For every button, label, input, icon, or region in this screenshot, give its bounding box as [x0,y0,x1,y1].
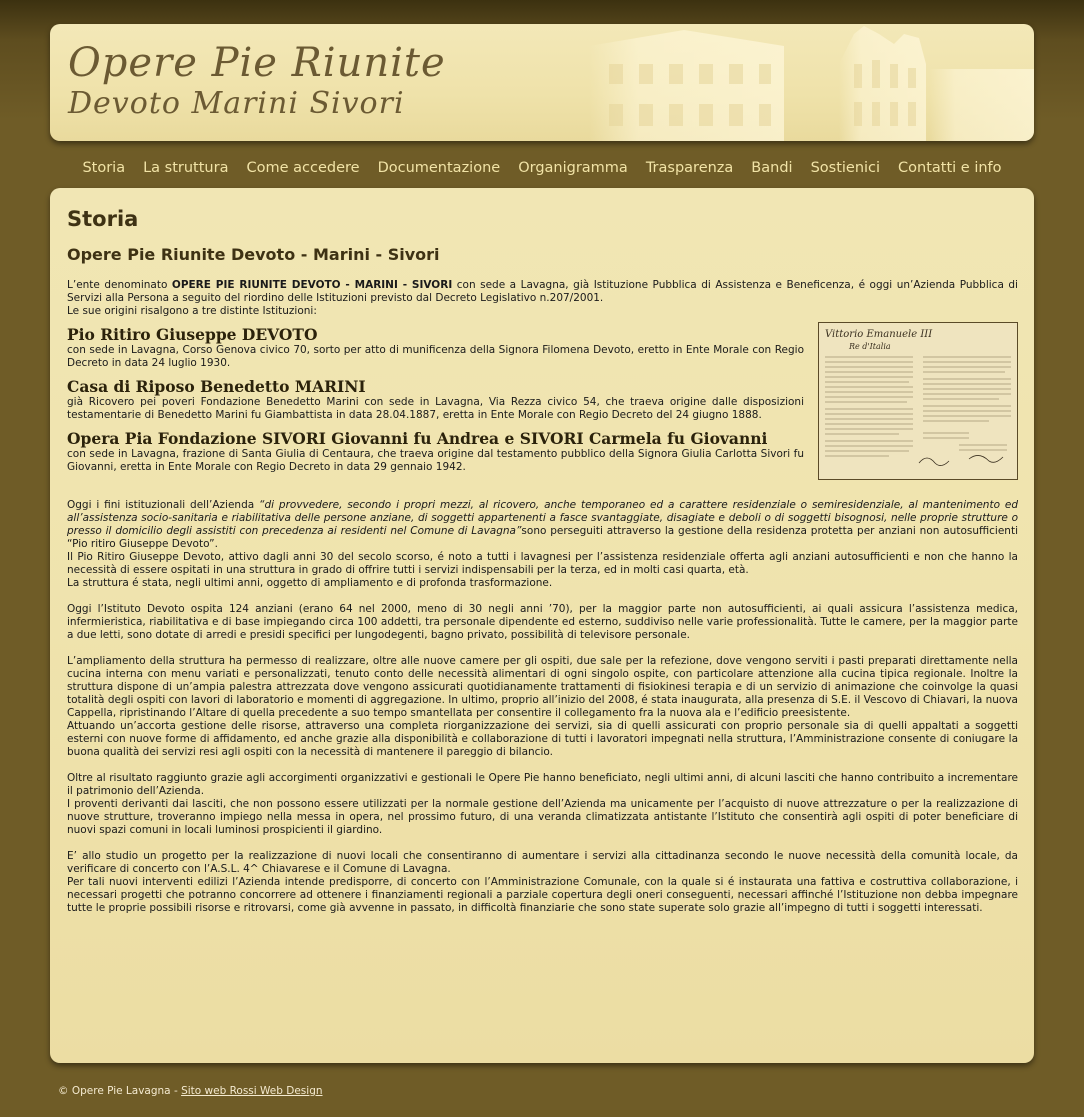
nav-documentazione[interactable]: Documentazione [377,160,501,176]
ospiti-paragraph: Oggi l’Istituto Devoto ospita 124 anziani (erano 64 nel 2000, meno di 30 negli anni ’70), per la maggior parte non autosufficienti, ai quali assicura l’assistenza medica, infermieristica, riabilitativa e di base impiegando circa 100 addetti, tra personale dipendente ed esterno, suddiviso nelle varie professionalità. Tutte le camere, per la maggior parte a due letti, sono dotate di arredi e presidi specifici per lungodegenti, bagno privato, possibilità di televisore personale. [67,603,1018,642]
credits-link[interactable]: Sito web Rossi Web Design [181,1085,323,1097]
nav-storia[interactable]: Storia [82,160,126,176]
ampliamento-paragraph: L’ampliamento della struttura ha permesso di realizzare, oltre alle nuove camere per gli ospiti, due sale per la refezione, dove vengono serviti i pasti preparati direttamente nella cucina interna con menu variati e personalizzati, tenuto conto delle necessità alimentari di ogni singolo ospite, con particolare attenzione alla cucina tipica regionale. Inoltre la struttura dispone di un’ampia palestra attrezzata dove vengono assicurati quotidianamente trattamenti di fisiokinesi terapia e di un servizio di animazione che coinvolge la quasi totalità degli ospiti con lavori di laboratorio e momenti di aggregazione. In ultimo, proprio all’inizio del 2008, é stata inaugurata, alla presenza di S.E. il Vescovo di Chiavari, la nuova Cappella, ripristinando l’Altare di quella precedente a suo tempo smantellata per consentire il collegamento fra la nuova ala e l’edificio preesistente. Attuando un’accorta gestione delle risorse, attraverso una completa riorganizzazione dei servizi, sia di quelli assicurati con proprio personale sia di quelli appaltati a soggetti esterni con nuove forme di affidamento, ed anche grazie alla disponibilità e collaborazione di tutti i lavoratori impegnati nella struttura, l’Amministrazione consente di coniugare la buona qualità dei servizi resi agli ospiti con la necessità di mantenere il pareggio di bilancio. [67,655,1018,759]
institution-name: Casa di Riposo Benedetto MARINI [67,376,366,396]
decree-document-drawing [819,323,1017,479]
institution-name: Opera Pia Fondazione SIVORI Giovanni fu Andrea e SIVORI Carmela fu Giovanni [67,428,768,448]
site-footer [58,1085,323,1097]
lasciti-paragraph: Oltre al risultato raggiunto grazie agli accorgimenti organizzativi e gestionali le Opere Pie hanno beneficiato, negli ultimi anni, di alcuni lasciti che hanno contribuito a incrementare il patrimonio dell’Azienda. I proventi derivanti dai lasciti, che non possono essere utilizzati per la normale gestione dell’Azienda ma unicamente per l’acquisto di nuove attrezzature o per la realizzazione di nuove strutture, troveranno impiego nella messa in opera, nel prossimo futuro, di una veranda climatizzata antistante l’Istituto che consentirà agli ospiti di poter beneficiare di nuovi spazi comuni in locali luminosi prospicienti il giardino. [67,772,1018,837]
main-nav [0,160,1084,176]
intro-paragraph: L’ente denominato OPERE PIE RIUNITE DEVOTO - MARINI - SIVORI con sede a Lavagna, già Istituzione Pubblica di Assistenza e Beneficenza, é oggi un’Azienda Pubblica di Servizi alla Persona a seguito del riordino delle Istituzioni previsto dal Decreto Legislativo n.207/2001. Le sue origini risalgono a tre distinte Istituzioni: [67,279,1018,318]
villa-illustration [534,24,1034,141]
main-content [50,188,1034,1063]
document-subheading: Re d'Italia [849,342,891,352]
page-title: Storia [67,207,139,231]
progetti-paragraph: E’ allo studio un progetto per la realizzazione di nuovi locali che consentiranno di aumentare i servizi alla cittadinanza secondo le nuove necessità della comunità locale, da verificare di concerto con l’A.S.L. 4^ Chiavarese e il Comune di Lavagna. Per tali nuovi interventi edilizi l’Azienda intende predisporre, di concerto con l’Amministrazione Comunale, con la quale si é instaurata una fattiva e costruttiva collaborazione, i necessari progetti che potranno concorrere ad ottenere i finanziamenti regionali a parziale copertura degli oneri conseguenti, necessari affinché l’Istituzione non debba impegnare tutte le proprie possibili risorse e ritrovarsi, come già avvenne in passato, in difficoltà finanziarie che sono state superate solo grazie all’impegno di tutti i soggetti interessati. [67,850,1018,915]
copyright-text: © Opere Pie Lavagna - [58,1085,182,1097]
nav-bandi[interactable]: Bandi [751,160,793,176]
site-header [50,24,1034,141]
historic-document-image [818,322,1018,480]
institution-text: con sede in Lavagna, frazione di Santa Giulia di Centaura, che traeva origine dal testamento pubblico della Signora Giulia Carlotta Sivori fu Giovanni, eretta in Ente Morale con Regio Decreto in data 29 gennaio 1942. [67,447,804,473]
institution-text: già Ricovero pei poveri Fondazione Benedetto Marini con sede in Lavagna, Via Rezza civico 54, che traeva origine dalle disposizioni testamentarie di Benedetto Marini fu Giambattista in data 28.04.1887, eretta in Ente Morale con Regio Decreto del 24 giugno 1888. [67,395,804,421]
logo-title[interactable]: Opere Pie Riunite [68,40,446,86]
nav-contatti[interactable]: Contatti e info [898,160,1002,176]
page-subtitle: Opere Pie Riunite Devoto - Marini - Sivori [67,245,440,265]
document-heading: Vittorio Emanuele III [825,329,933,341]
nav-organigramma[interactable]: Organigramma [518,160,628,176]
nav-come-accedere[interactable]: Come accedere [246,160,360,176]
nav-sostienici[interactable]: Sostienici [810,160,881,176]
institution-text: con sede in Lavagna, Corso Genova civico 70, sorto per atto di munificenza della Signora Filomena Devoto, eretto in Ente Morale con Regio Decreto in data 24 luglio 1930. [67,343,804,369]
institution-name: Pio Ritiro Giuseppe DEVOTO [67,325,318,345]
aims-paragraph: Oggi i fini istituzionali dell’Azienda “di provvedere, secondo i propri mezzi, al ricovero, anche temporaneo ed a carattere residenziale o semiresidenziale, al mantenimento ed all’assistenza socio-sanitaria e riabilitativa delle persone anziane, di soggetti appartenenti a fasce svantaggiate, disagiate e deboli o di soggetti bisognosi, nelle proprie strutture o presso il domicilio degli assistiti con precedenza ai residenti nel Comune di Lavagna”sono perseguiti attraverso la gestione della residenza protetta per anziani non autosufficienti “Pio ritiro Giuseppe Devoto”. Il Pio Ritiro Giuseppe Devoto, attivo dagli anni 30 del secolo scorso, é noto a tutti i lavagnesi per l’assistenza residenziale offerta agli anziani autosufficienti e non che hanno la necessità di essere ospitati in una struttura in grado di offrire tutti i servizi indispensabili per la terza, ed in molti casi quarta, età. La struttura é stata, negli ultimi anni, oggetto di ampliamento e di profonda trasformazione. [67,499,1018,590]
nav-trasparenza[interactable]: Trasparenza [645,160,734,176]
logo-subtitle[interactable]: Devoto Marini Sivori [68,86,405,121]
nav-la-struttura[interactable]: La struttura [143,160,229,176]
